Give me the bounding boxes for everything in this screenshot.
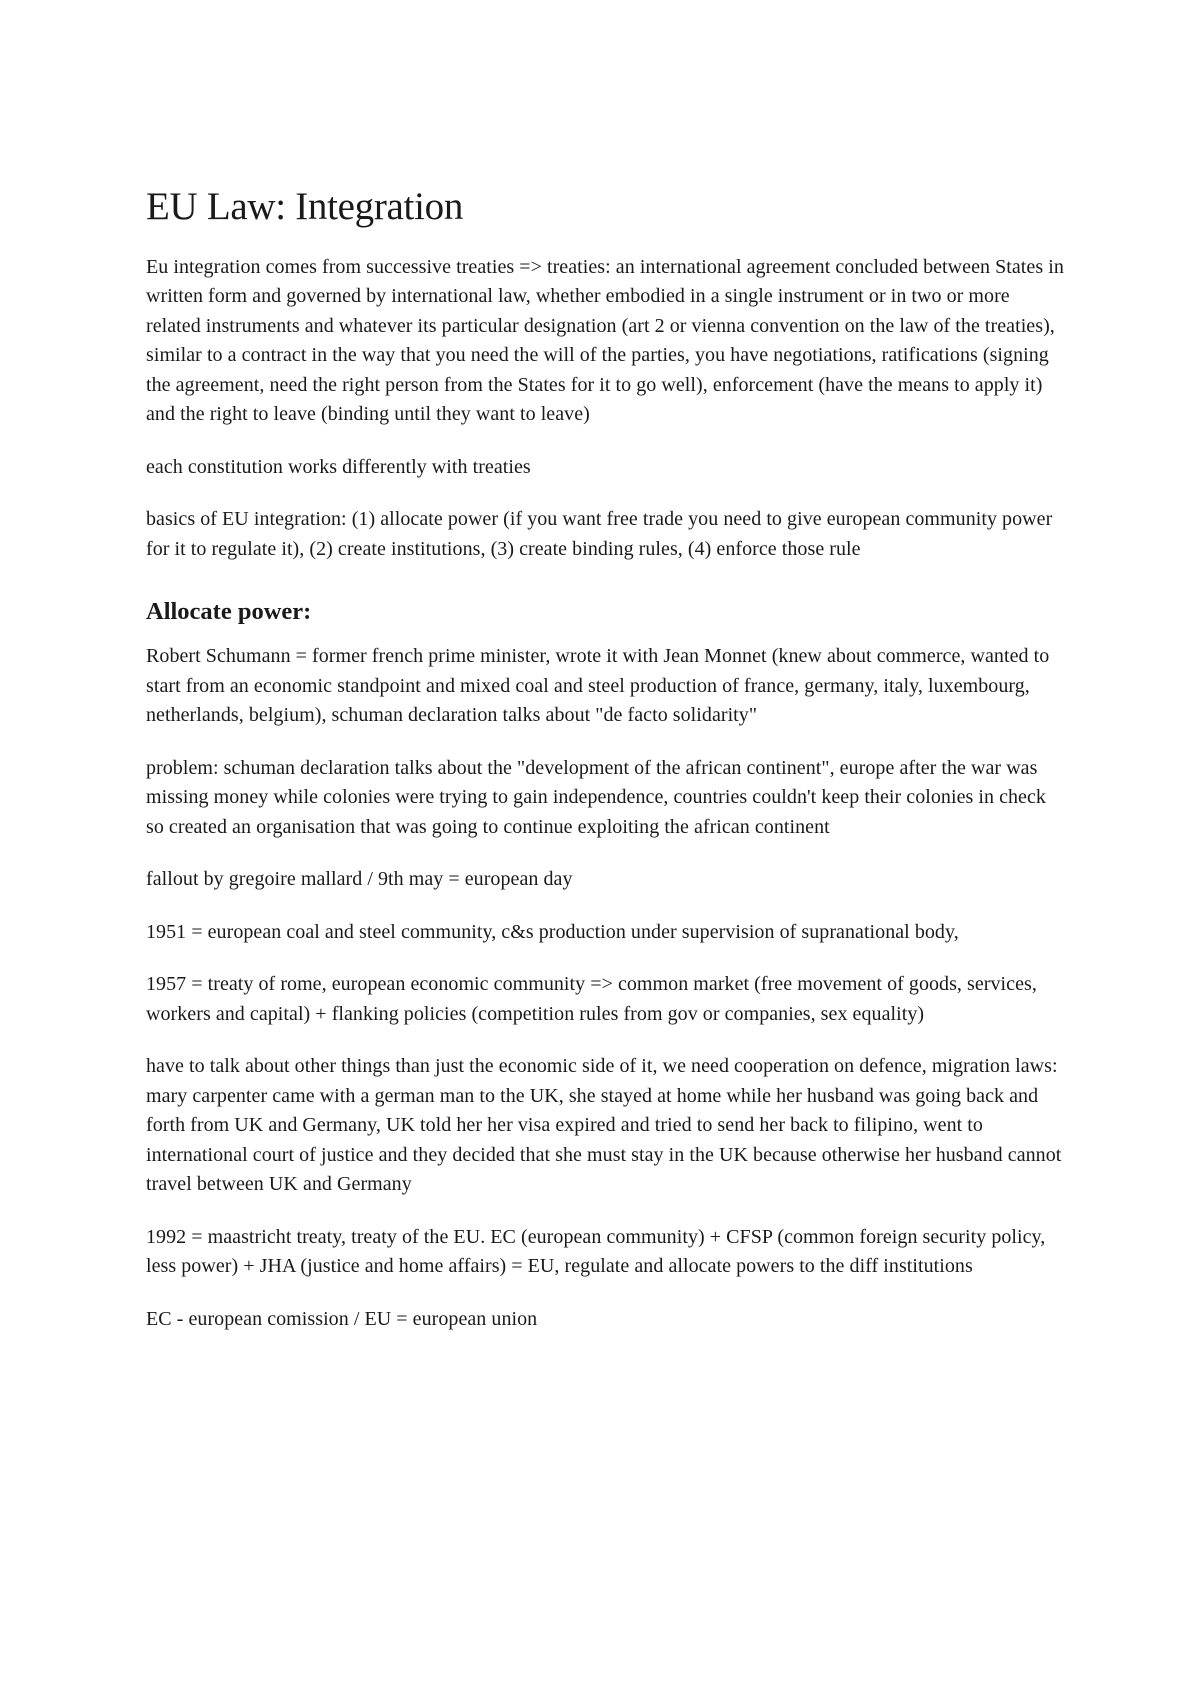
document-body <box>146 184 1066 1357</box>
paragraph-1957: 1957 = treaty of rome, european economic community => common market (free movement of goods, services, workers and capital) + flanking policies (competition rules from gov or companies, sex equality) <box>146 973 1037 1025</box>
paragraph-treaties-definition: Eu integration comes from successive treaties => treaties: an international agreement concluded between States in written form and governed by international law, whether embodied in a single instrument or in two or more related instruments and whatever its particular designation (art 2 or vienna convention on the law of the treaties), similar to a contract in the way that you need the will of the parties, you have negotiations, ratifications (signing the agreement, need the right person from the States for it to go well), enforcement (have the means to apply it) and the right to leave (binding until they want to leave) <box>146 255 1064 426</box>
paragraph-integration-basics: basics of EU integration: (1) allocate power (if you want free trade you need to give european community power for it to regulate it), (2) create institutions, (3) create binding rules, (4) enforce those rule <box>146 508 1053 560</box>
paragraph-schumann: Robert Schumann = former french prime minister, wrote it with Jean Monnet (knew about commerce, wanted to start from an economic standpoint and mixed coal and steel production of france, germany, italy, luxembourg, netherlands, belgium), schuman declaration talks about "de facto solidarity" <box>146 645 1050 727</box>
paragraph-constitutions: each constitution works differently with treaties <box>146 455 531 478</box>
paragraph-1992: 1992 = maastricht treaty, treaty of the EU. EC (european community) + CFSP (common foreign security policy, less power) + JHA (justice and home affairs) = EU, regulate and allocate powers to the diff institutions <box>146 1225 1046 1278</box>
paragraph-problem: problem: schuman declaration talks about the "development of the african continent", europe after the war was missing money while colonies were trying to gain independence, countries couldn't keep their colonies in check so created an organisation that was going to continue exploiting the african continent <box>146 756 1046 838</box>
page-title: EU Law: Integration <box>146 185 464 228</box>
paragraph-fallout: fallout by gregoire mallard / 9th may = european day <box>146 868 573 891</box>
paragraph-cooperation: have to talk about other things than just the economic side of it, we need cooperation on defence, migration laws: mary carpenter came with a german man to the UK, she stayed at home while her husband was going back and forth from UK and Germany, UK told her her visa expired and tried to send her back to filipino, went to international court of justice and they decided that she must stay in the UK because otherwise her husband cannot travel between UK and Germany <box>146 1055 1062 1196</box>
paragraph-ec-eu: EC - european comission / EU = european union <box>146 1307 538 1330</box>
paragraph-1951: 1951 = european coal and steel community, c&s production under supervision of supranational body, <box>146 920 959 943</box>
section-heading-allocate-power: Allocate power: <box>146 598 312 626</box>
